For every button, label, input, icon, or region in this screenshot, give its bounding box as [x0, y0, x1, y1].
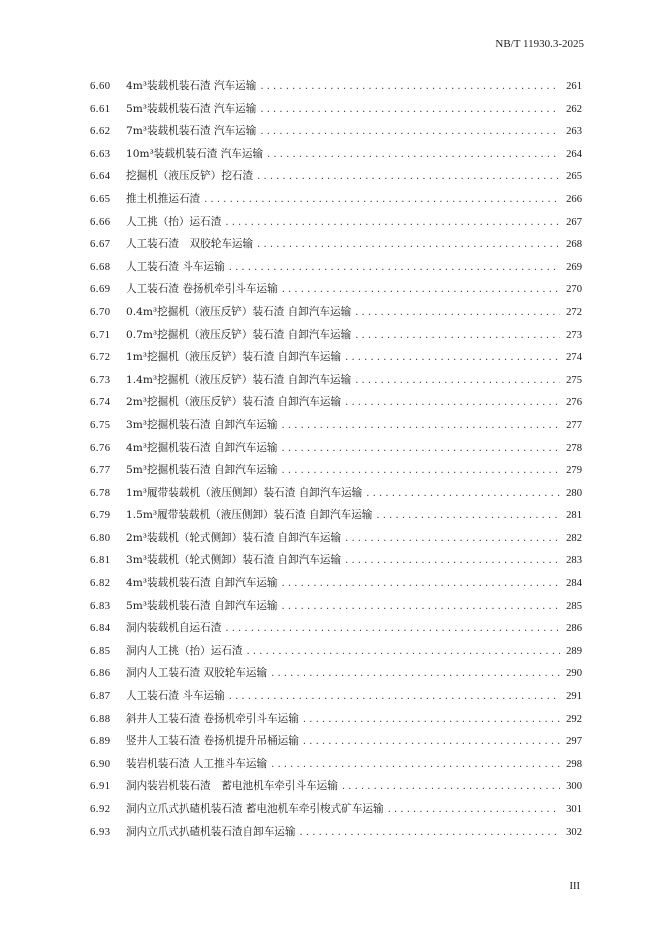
toc-entry[interactable] — [90, 192, 582, 215]
toc-entry-title: 洞内装岩机装石渣 蓄电池机车牵引斗车运输 — [126, 780, 338, 793]
toc-entry-number: 6.74 — [90, 397, 111, 409]
toc-entry-title: 3m³装载机（轮式侧卸）装石渣 自卸汽车运输 — [126, 554, 342, 567]
toc-entry[interactable] — [90, 621, 582, 644]
toc-entry-number: 6.63 — [90, 148, 111, 160]
toc-entry[interactable] — [90, 734, 582, 757]
toc-entry-number: 6.86 — [90, 668, 111, 680]
toc-entry[interactable] — [90, 124, 582, 147]
toc-leader-dots — [260, 80, 560, 94]
toc-entry-number: 6.92 — [90, 804, 111, 815]
toc-entry[interactable] — [90, 825, 582, 848]
toc-leader-dots — [282, 283, 560, 297]
toc-entry[interactable] — [90, 147, 582, 170]
toc-entry[interactable] — [90, 666, 582, 689]
toc-entry-number: 6.88 — [90, 713, 111, 725]
toc-entry-title: 人工装石渣 双胶轮车运输 — [126, 238, 254, 251]
toc-entry[interactable] — [90, 779, 582, 802]
toc-leader-dots — [282, 600, 560, 614]
toc-entry[interactable] — [90, 282, 582, 305]
toc-entry-title: 人工装石渣 斗车运输 — [126, 690, 225, 703]
toc-entry-number: 6.90 — [90, 758, 111, 770]
toc-leader-dots — [257, 238, 560, 252]
toc-entry-page: 272 — [566, 306, 582, 318]
toc-leader-dots — [282, 419, 560, 433]
toc-entry-number: 6.69 — [90, 284, 111, 296]
toc-entry-number: 6.93 — [90, 826, 111, 838]
toc-entry-page: 300 — [566, 781, 582, 793]
toc-entry-number: 6.91 — [90, 781, 111, 793]
toc-entry-title: 1m³挖掘机（液压反铲）装石渣 自卸汽车运输 — [126, 351, 342, 364]
toc-entry-number: 6.89 — [90, 736, 111, 748]
toc-entry-title: 人工挑（抬）运石渣 — [126, 215, 222, 228]
toc-entry[interactable] — [90, 531, 582, 554]
toc-leader-dots — [355, 374, 560, 388]
toc-entry-title: 0.7m³挖掘机（液压反铲）装石渣 自卸汽车运输 — [126, 328, 352, 341]
toc-entry-title: 挖掘机（液压反铲）挖石渣 — [126, 170, 254, 183]
toc-entry[interactable] — [90, 508, 582, 531]
toc-entry[interactable] — [90, 463, 582, 486]
toc-entry-number: 6.71 — [90, 329, 111, 341]
toc-entry-title: 洞内人工挑（抬）运石渣 — [126, 644, 243, 657]
toc-entry-title: 4m³装载机装石渣 自卸汽车运输 — [126, 577, 278, 590]
toc-entry[interactable] — [90, 576, 582, 599]
toc-entry-title: 5m³挖掘机装石渣 自卸汽车运输 — [126, 464, 278, 477]
toc-entry-number: 6.87 — [90, 691, 111, 703]
toc-entry-page: 284 — [566, 578, 582, 590]
toc-entry[interactable] — [90, 599, 582, 622]
toc-entry-number: 6.81 — [90, 555, 111, 567]
toc-entry-number: 6.73 — [90, 374, 111, 386]
toc-entry-number: 6.67 — [90, 239, 111, 251]
toc-entry-page: 298 — [566, 758, 582, 770]
toc-entry-title: 10m³装载机装石渣 汽车运输 — [126, 147, 264, 160]
toc-leader-dots — [388, 803, 560, 817]
toc-entry-number: 6.68 — [90, 261, 111, 273]
toc-leader-dots — [303, 735, 560, 749]
toc-entry-title: 装岩机装石渣 人工推斗车运输 — [126, 757, 268, 770]
toc-entry-number: 6.61 — [90, 103, 111, 115]
toc-entry-number: 6.66 — [90, 216, 111, 228]
toc-entry-number: 6.84 — [90, 623, 111, 635]
toc-entry[interactable] — [90, 418, 582, 441]
toc-entry-page: 270 — [566, 284, 582, 296]
toc-entry-number: 6.79 — [90, 510, 111, 522]
document-code: NB/T 11930.3-2025 — [495, 38, 584, 50]
toc-entry-title: 1.5m³履带装载机（液压侧卸）装石渣 自卸汽车运输 — [126, 509, 373, 522]
toc-entry[interactable] — [90, 350, 582, 373]
toc-entry-title: 3m³挖掘机装石渣 自卸汽车运输 — [126, 418, 278, 431]
toc-entry-page: 285 — [566, 600, 582, 612]
toc-leader-dots — [271, 667, 560, 681]
toc-entry[interactable] — [90, 260, 582, 283]
toc-leader-dots — [355, 306, 560, 320]
toc-entry[interactable] — [90, 102, 582, 125]
toc-entry-page: 263 — [566, 126, 582, 138]
toc-entry-page: 292 — [566, 713, 582, 725]
toc-leader-dots — [366, 487, 560, 501]
toc-leader-dots — [271, 758, 560, 772]
toc-entry[interactable] — [90, 553, 582, 576]
toc-leader-dots — [225, 622, 560, 636]
toc-entry-title: 1m³履带装载机（液压侧卸）装石渣 自卸汽车运输 — [126, 486, 363, 499]
toc-leader-dots — [229, 690, 560, 704]
toc-entry-title: 洞内立爪式扒碴机装石渣自卸车运输 — [126, 825, 296, 838]
toc-entry-title: 人工装石渣 卷扬机牵引斗车运输 — [126, 283, 278, 296]
toc-entry-title: 洞内装载机自运石渣 — [126, 622, 222, 635]
toc-leader-dots — [257, 170, 560, 184]
toc-entry-title: 竖井人工装石渣 卷扬机提升吊桶运输 — [126, 735, 299, 748]
toc-leader-dots — [282, 464, 560, 478]
toc-entry-page: 267 — [566, 216, 582, 228]
toc-leader-dots — [282, 577, 560, 591]
toc-entry-title: 4m³挖掘机装石渣 自卸汽车运输 — [126, 441, 278, 454]
toc-entry[interactable] — [90, 712, 582, 735]
toc-leader-dots — [376, 509, 560, 523]
toc-entry-number: 6.64 — [90, 171, 111, 183]
toc-entry[interactable] — [90, 215, 582, 238]
toc-entry[interactable] — [90, 79, 582, 102]
toc-entry-page: 269 — [566, 261, 582, 273]
toc-entry-number: 6.75 — [90, 419, 111, 431]
toc-entry-page: 291 — [566, 691, 582, 703]
toc-entry[interactable] — [90, 486, 582, 509]
toc-entry-page: 275 — [566, 374, 582, 386]
toc-entry[interactable] — [90, 644, 582, 667]
toc-leader-dots — [225, 216, 560, 230]
toc-entry-page: 289 — [566, 645, 582, 657]
toc-entry-page: 280 — [566, 487, 582, 499]
toc-entry[interactable] — [90, 441, 582, 464]
toc-entry-page: 290 — [566, 668, 582, 680]
toc-leader-dots — [345, 351, 560, 365]
toc-entry-title: 洞内人工装石渣 双胶轮车运输 — [126, 667, 268, 680]
toc-entry-page: 278 — [566, 442, 582, 454]
toc-leader-dots — [355, 329, 560, 343]
toc-entry-page: 262 — [566, 103, 582, 115]
toc-entry[interactable] — [90, 237, 582, 260]
toc-entry-page: 297 — [566, 736, 582, 748]
toc-entry[interactable] — [90, 757, 582, 780]
toc-entry[interactable] — [90, 689, 582, 712]
toc-entry[interactable] — [90, 802, 582, 825]
toc-leader-dots — [267, 148, 560, 162]
toc-entry-number: 6.70 — [90, 306, 111, 318]
toc-entry-title: 洞内立爪式扒碴机装石渣 蓄电池机车牵引梭式矿车运输 — [126, 803, 384, 815]
toc-entry-title: 2m³挖掘机（液压反铲）装石渣 自卸汽车运输 — [126, 396, 342, 409]
toc-entry[interactable] — [90, 169, 582, 192]
toc-entry-page: 283 — [566, 555, 582, 567]
toc-entry-title: 0.4m³挖掘机（液压反铲）装石渣 自卸汽车运输 — [126, 305, 352, 318]
toc-entry-title: 5m³装载机装石渣 自卸汽车运输 — [126, 599, 278, 612]
toc-entry-page: 276 — [566, 397, 582, 409]
toc-leader-dots — [342, 780, 560, 794]
toc-leader-dots — [300, 826, 561, 840]
toc-leader-dots — [303, 713, 560, 727]
toc-entry-page: 279 — [566, 465, 582, 477]
toc-entry-number: 6.77 — [90, 465, 111, 477]
toc-leader-dots — [282, 442, 560, 456]
toc-entry-title: 4m³装载机装石渣 汽车运输 — [126, 80, 257, 92]
table-of-contents — [90, 79, 582, 847]
toc-entry-title: 1.4m³挖掘机（液压反铲）装石渣 自卸汽车运输 — [126, 373, 352, 386]
toc-entry-title: 人工装石渣 斗车运输 — [126, 260, 225, 273]
toc-leader-dots — [204, 193, 560, 207]
toc-entry-page: 268 — [566, 239, 582, 251]
toc-entry-title: 7m³装载机装石渣 汽车运输 — [126, 125, 257, 138]
toc-entry-number: 6.85 — [90, 645, 111, 657]
toc-entry-page: 277 — [566, 419, 582, 431]
toc-entry-page: 286 — [566, 623, 582, 635]
toc-entry-number: 6.78 — [90, 487, 111, 499]
toc-leader-dots — [260, 125, 560, 139]
toc-entry[interactable] — [90, 305, 582, 328]
toc-leader-dots — [247, 645, 560, 659]
toc-leader-dots — [345, 532, 560, 546]
toc-entry-page: 261 — [566, 81, 582, 92]
toc-entry-number: 6.65 — [90, 193, 111, 205]
toc-entry-page: 265 — [566, 171, 582, 183]
toc-entry-number: 6.72 — [90, 352, 111, 364]
toc-entry-number: 6.82 — [90, 578, 111, 590]
page-number: III — [569, 881, 580, 892]
toc-entry-title: 斜井人工装石渣 卷扬机牵引斗车运输 — [126, 712, 299, 725]
toc-entry-title: 推土机推运石渣 — [126, 192, 201, 205]
toc-leader-dots — [260, 103, 560, 117]
toc-entry[interactable] — [90, 395, 582, 418]
toc-leader-dots — [229, 261, 560, 275]
toc-leader-dots — [345, 396, 560, 410]
toc-entry-page: 273 — [566, 329, 582, 341]
toc-entry-page: 302 — [566, 826, 582, 838]
toc-entry-page: 264 — [566, 148, 582, 160]
toc-entry-number: 6.60 — [90, 81, 111, 92]
toc-entry-page: 301 — [566, 804, 582, 815]
toc-entry-page: 282 — [566, 532, 582, 544]
toc-entry[interactable] — [90, 373, 582, 396]
toc-entry-page: 281 — [566, 510, 582, 522]
toc-entry-page: 266 — [566, 193, 582, 205]
toc-entry-title: 2m³装载机（轮式侧卸）装石渣 自卸汽车运输 — [126, 531, 342, 544]
toc-leader-dots — [345, 554, 560, 568]
toc-entry-number: 6.80 — [90, 532, 111, 544]
toc-entry-page: 274 — [566, 352, 582, 364]
toc-entry-title: 5m³装载机装石渣 汽车运输 — [126, 102, 257, 115]
toc-entry[interactable] — [90, 328, 582, 351]
toc-entry-number: 6.62 — [90, 126, 111, 138]
toc-entry-number: 6.83 — [90, 600, 111, 612]
toc-entry-number: 6.76 — [90, 442, 111, 454]
